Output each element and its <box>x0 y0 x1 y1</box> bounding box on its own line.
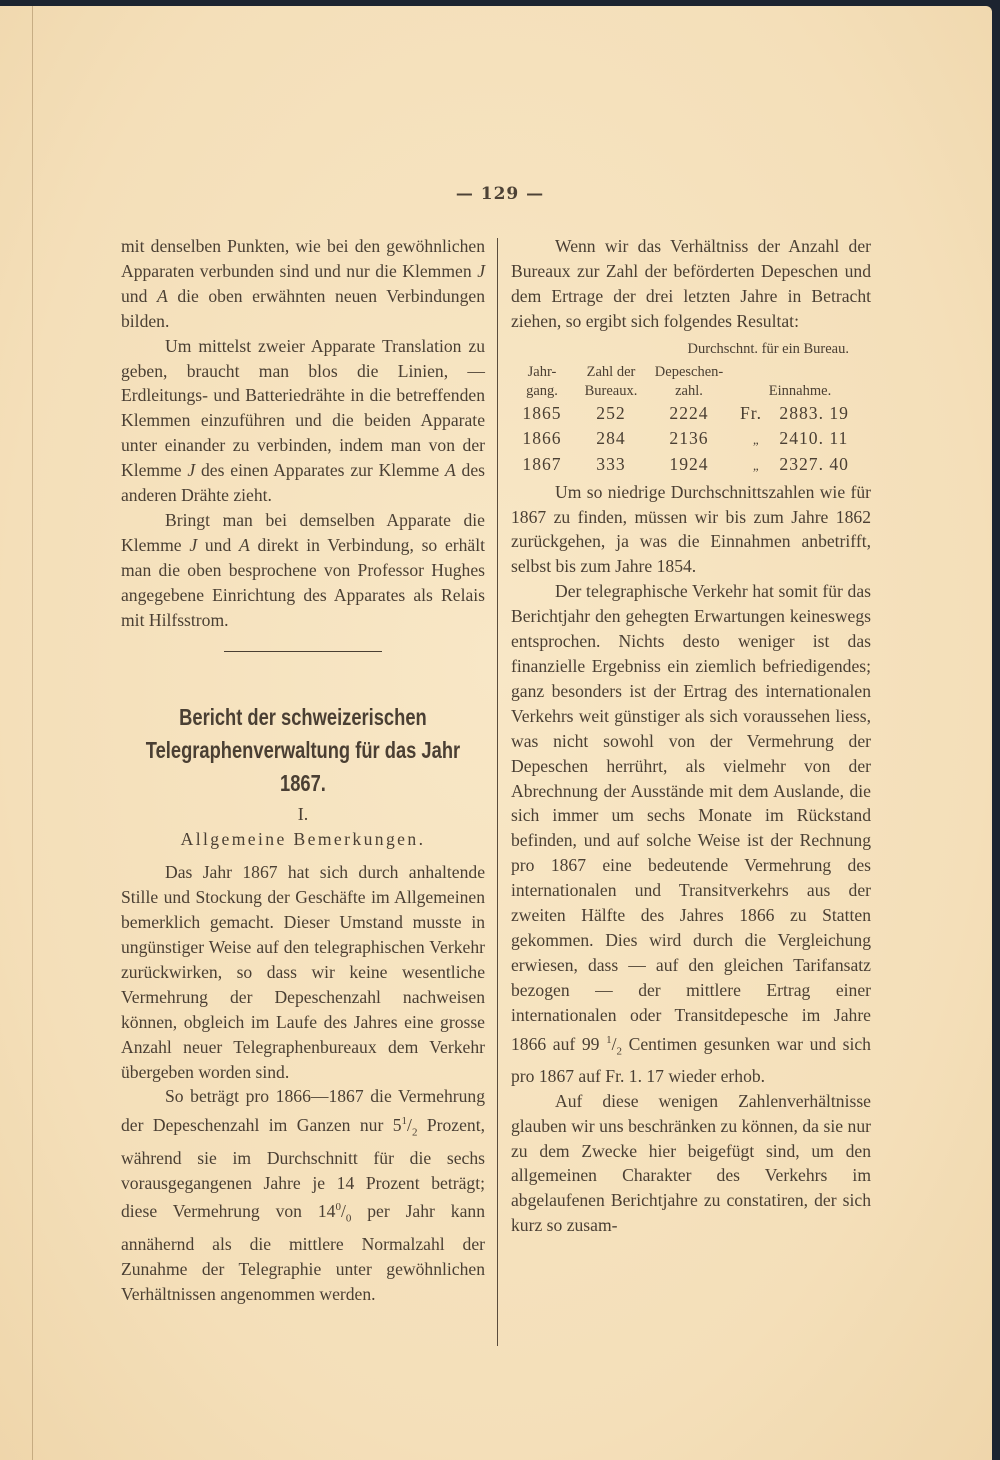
cell-depeschen: 1924 <box>669 454 709 475</box>
cell-year: 1866 <box>522 428 562 449</box>
header-depeschen-line2: zahl. <box>675 382 703 399</box>
right-intro-paragraph <box>511 234 871 334</box>
cell-income <box>729 452 871 478</box>
cell-bureaux: 252 <box>596 402 626 423</box>
section-title: Allgemeine Bemerkungen. <box>180 829 426 850</box>
header-depeschen-line1: Depeschen- <box>654 363 724 380</box>
paragraph: Wenn wir das Verhältniss der Anzahl der Bureaux zur Zahl der beförderten Depeschen und dem Ertrage der drei letzten Jahre in Betracht ziehen, so ergibt sich folgendes Resultat: <box>511 236 871 331</box>
income-value: 2410. 11 <box>774 427 849 448</box>
right-column <box>511 234 871 1238</box>
text-span: A <box>239 534 250 555</box>
text-span: 0 <box>345 1212 352 1225</box>
page-fold-line <box>32 6 33 1460</box>
table-caption: Durchschnt. für ein Bureau. <box>687 340 849 357</box>
table-row <box>511 452 871 478</box>
statistics-table <box>511 363 871 478</box>
paragraph: mit denselben Punkten, wie bei den gewöhnlichen Apparaten verbunden sind und nur die Klemmen J und A die oben erwähnten neuen Verbindungen bilden. <box>121 236 485 331</box>
cell-income <box>729 426 871 452</box>
cell-depeschen: 2224 <box>669 402 709 423</box>
income-value: 2883. 19 <box>774 402 849 423</box>
text-span: 2 <box>616 1044 622 1057</box>
currency-label: „ <box>752 457 762 473</box>
income-value: 2327. 40 <box>774 453 849 474</box>
text-span: J <box>189 534 198 555</box>
section-divider-rule <box>224 651 382 652</box>
text-span: A <box>444 460 456 481</box>
cell-bureaux: 333 <box>596 454 626 475</box>
text-span: 0 <box>335 1201 341 1214</box>
currency-label: Fr. <box>740 402 763 423</box>
text-span: J <box>187 460 196 481</box>
page-number: — 129 — <box>455 184 545 204</box>
cell-bureaux: 284 <box>596 428 626 449</box>
paragraph: So beträgt pro 1866—1867 die Vermehrung der Depeschenzahl im Ganzen nur $5^1/_2$ Prozent, während sie im Durchschnitt für die sechs vorausgegangenen Jahre je 14 Prozent beträgt; diese Vermehrung von $14^0/_0$ per Jahr kann annähernd als die mittlere Normalzahl der Zunahme der Telegraphie unter gewöhnlichen Verhältnissen angenommen werden. <box>121 1086 485 1304</box>
section-number: I. <box>297 803 309 824</box>
header-year-line1: Jahr- <box>527 363 557 380</box>
paragraph: Bringt man bei demselben Apparate die Klemme J und A direkt in Verbindung, so erhält man die oben besprochene von Professor Hughes angegebene Einrichtung des Apparates als Relais mit Hilfsstrom. <box>121 509 486 630</box>
currency-label: „ <box>752 431 762 447</box>
paragraph: Um so niedrige Durchschnittszahlen wie für 1867 zu finden, müssen wir bis zum Jahre 1862 zurückgehen, ja was die Einnahmen anbetrifft, selbst bis zum Jahre 1854. <box>511 481 871 577</box>
paragraph: Auf diese wenigen Zahlenverhältnisse glauben wir uns beschränken zu können, da sie nur zu dem Zwecke hier beigefügt sind, um den allgemeinen Charakter des Verkehrs im abgelaufenen Berichtjahre zu constatiren, der sich kurz so zusam- <box>511 1090 871 1236</box>
header-year-line2: gang. <box>526 382 558 399</box>
text-span: 2 <box>411 1126 418 1139</box>
header-income: Einnahme. <box>768 382 832 399</box>
paragraph: Das Jahr 1867 hat sich durch anhaltende Stille und Stockung der Geschäfte im Allgemeinen bemerklich gemacht. Dieser Umstand musste in ungünstiger Weise auf den telegraphischen Verkehr zurückwirken, so dass wir keine wesentliche Vermehrung der Depeschenzahl nachweisen können, obgleich im Laufe des Jahres eine grosse Anzahl neuer Telegraphenbureaux dem Verkehr übergeben worden sind. <box>121 862 485 1082</box>
cell-year: 1867 <box>522 454 562 475</box>
right-paragraphs <box>511 480 871 1239</box>
cell-year: 1865 <box>522 402 562 423</box>
text-span: J <box>477 260 485 281</box>
left-intro-paragraphs <box>121 234 485 633</box>
scanned-page <box>0 6 992 1460</box>
table-header-row-1 <box>511 363 871 382</box>
header-bureaux-line1: Zahl der <box>586 363 636 380</box>
table-body <box>511 401 871 478</box>
article-heading: Bericht der schweizerischen Telegraphenverwaltung für das Jahr 1867. <box>145 703 461 796</box>
table-header-row-2 <box>511 382 871 401</box>
header-bureaux-line2: Bureaux. <box>584 382 638 399</box>
column-divider <box>497 238 498 1346</box>
table-row <box>511 426 871 452</box>
table-row <box>511 401 871 426</box>
text-span: 1 <box>606 1033 612 1046</box>
cell-depeschen: 2136 <box>669 428 709 449</box>
cell-income <box>729 401 871 426</box>
text-span: 1 <box>401 1115 408 1128</box>
section-paragraphs <box>121 860 485 1306</box>
left-column <box>121 234 485 1306</box>
paragraph: Um mittelst zweier Apparate Translation zu geben, braucht man blos die Linien, — Erdleitungs- und Batteriedrähte in die betreffenden Klemmen einzuführen und die beiden Apparate unter einander zu verbinden, indem man von der Klemme J des einen Apparates zur Klemme A des anderen Drähte zieht. <box>121 335 485 506</box>
paragraph: Der telegraphische Verkehr hat somit für das Berichtjahr den gehegten Erwartungen keineswegs entsprochen. Nichts desto weniger ist das finanzielle Ergebniss ein ziemlich befriedigendes; ganz besonders ist der Ertrag des internationalen Verkehrs weit günstiger als sich voraussehen liess, was nicht sowohl von der Vermehrung der Depeschen herrührt, als vielmehr von der Abrechnung der Ausstände mit dem Auslande, die sich immer um sechs Monate im Rückstand befinden, und auf solche Weise ist der Rechnung pro 1867 eine bedeutende Vermehrung des internationalen und Transitverkehrs aus der zweiten Hälfte des Jahres 1866 zu Statten gekommen. Dies wird durch die Vergleichung erwiesen, dass — auf den gleichen Tarifansatz bezogen — der mittlere Ertrag einer internationalen oder Transitdepesche im Jahre 1866 auf 99 $^1/_2$ Centimen gesunken war und sich pro 1867 auf Fr. 1. 17 wieder erhob. <box>511 581 871 1086</box>
text-span: A <box>156 285 168 306</box>
